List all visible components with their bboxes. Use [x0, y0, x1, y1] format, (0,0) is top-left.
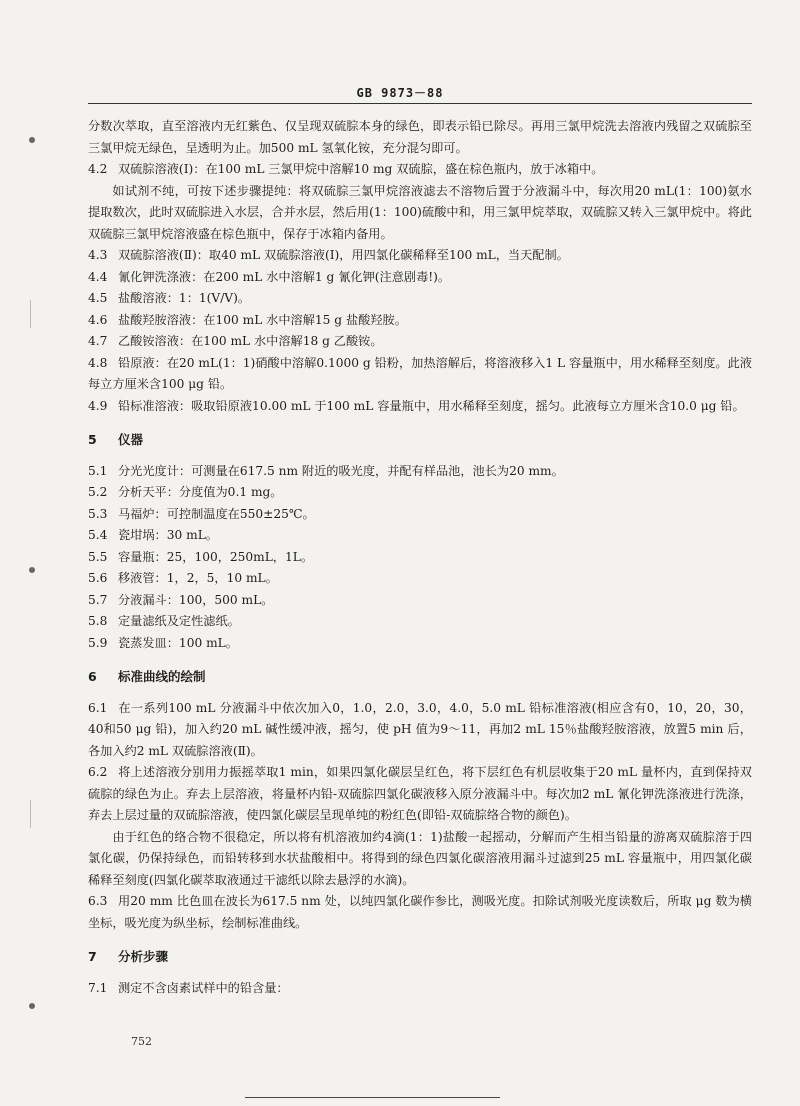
paragraph-text: 瓷坩埚：30 mL。	[118, 528, 218, 542]
clause-number: 5.6	[88, 571, 108, 585]
paragraph-text: 瓷蒸发皿：100 mL。	[118, 635, 238, 650]
section-heading	[88, 666, 752, 688]
clause-paragraph	[88, 568, 752, 590]
scan-edge-line	[30, 300, 31, 328]
scan-edge-line	[30, 800, 31, 828]
section-heading	[88, 946, 752, 968]
paragraph-text: 将上述溶液分别用力振摇萃取1 min，如果四氯化碳层呈红色，将下层红色有机层收集于20 mL 量杯内，直到保持双硫腙的绿色为止。弃去上层溶液，将量杯内铅-双硫腙四氯化碳液移入原分液漏斗中。每次加2 mL 氰化钾洗涤液进行洗涤，弃去上层过量的双硫腙溶液，使四氯化碳层呈现单纯的粉红色(即铅-双硫腙络合物的颜色)。	[88, 765, 752, 822]
clause-number: 5.8	[88, 614, 108, 628]
binding-hole-mark	[29, 137, 35, 143]
clause-number: 5.5	[88, 549, 108, 564]
paragraph-text: 盐酸羟胺溶液：在100 mL 水中溶解15 g 盐酸羟胺。	[118, 312, 407, 327]
footer-rule	[245, 1097, 500, 1098]
section-number: 5	[88, 432, 97, 447]
section-title: 分析步骤	[118, 949, 169, 964]
paragraph-text: 测定不含卤素试样中的铅含量：	[118, 980, 289, 995]
paragraph-text: 分数次萃取，直至溶液内无红紫色、仅呈现双硫腙本身的绿色，即表示铅已除尽。再用三氯甲烷洗去溶液内残留之双硫腙至三氯甲烷无绿色，呈透明为止。加500 mL 氢氧化铵，充分混匀即可。	[88, 119, 752, 155]
paragraph-text: 分液漏斗：100，500 mL。	[118, 592, 274, 607]
section-number: 7	[88, 949, 97, 964]
clause-paragraph	[88, 245, 752, 267]
clause-paragraph	[88, 590, 752, 612]
header-rule	[88, 103, 752, 104]
paragraph-text: 移液管：1，2，5，10 mL。	[118, 571, 278, 585]
clause-paragraph	[88, 159, 752, 181]
paragraph-text: 由于红色的络合物不很稳定，所以将有机溶液加约4滴(1：1)盐酸一起摇动，分解而产生相当铅量的游离双硫腙溶于四氯化碳，仍保持绿色，而铅转移到水状盐酸相中。将得到的绿色四氯化碳溶液用漏斗过滤到25 mL 容量瓶中，用四氯化碳稀释至刻度(四氯化碳萃取液通过干滤纸以除去悬浮的水滴)。	[88, 829, 752, 887]
clause-paragraph	[88, 288, 752, 310]
clause-number: 5.2	[88, 485, 108, 499]
clause-paragraph	[88, 267, 752, 289]
standard-header: GB 9873－88	[356, 86, 444, 100]
clause-paragraph	[88, 482, 752, 504]
clause-number: 6.1	[88, 700, 108, 715]
clause-paragraph	[88, 504, 752, 526]
clause-number: 7.1	[88, 980, 108, 995]
paragraph-text: 定量滤纸及定性滤纸。	[118, 614, 240, 628]
paragraph-text: 盐酸溶液：1：1(V/V)。	[118, 291, 251, 305]
clause-paragraph	[88, 698, 752, 763]
section-title: 标准曲线的绘制	[118, 669, 206, 684]
clause-number: 6.2	[88, 765, 108, 779]
clause-paragraph	[88, 331, 752, 353]
clause-paragraph	[88, 978, 752, 1000]
text-paragraph	[88, 116, 752, 159]
clause-number: 4.5	[88, 291, 108, 305]
paragraph-text: 双硫腙溶液(Ⅱ)：取40 mL 双硫腙溶液(Ⅰ)，用四氯化碳稀释至100 mL，当天配制。	[118, 248, 569, 262]
paragraph-text: 氰化钾洗涤液：在200 mL 水中溶解1 g 氰化钾(注意剧毒!)。	[118, 269, 451, 284]
page-number: 752	[131, 1035, 152, 1048]
paragraph-text: 分光光度计：可测量在617.5 nm 附近的吸光度，并配有样品池，池长为20 mm。	[118, 463, 564, 478]
clause-number: 4.4	[88, 269, 108, 284]
clause-number: 6.3	[88, 894, 108, 908]
paragraph-text: 容量瓶：25，100，250mL，1L。	[118, 549, 314, 564]
clause-number: 4.9	[88, 398, 108, 413]
paragraph-text: 双硫腙溶液(Ⅰ)：在100 mL 三氯甲烷中溶解10 mg 双硫腙，盛在棕色瓶内，放于冰箱中。	[118, 162, 604, 176]
paragraph-text: 马福炉：可控制温度在550±25℃。	[118, 506, 315, 521]
clause-paragraph	[88, 762, 752, 827]
text-paragraph	[88, 827, 752, 892]
paragraph-text: 乙酸铵溶液：在100 mL 水中溶解18 g 乙酸铵。	[118, 334, 383, 348]
clause-number: 4.3	[88, 248, 108, 262]
clause-paragraph	[88, 525, 752, 547]
clause-paragraph	[88, 310, 752, 332]
clause-number: 4.2	[88, 162, 108, 176]
clause-number: 4.7	[88, 334, 108, 348]
clause-number: 5.7	[88, 592, 108, 607]
clause-number: 5.4	[88, 528, 108, 542]
clause-paragraph	[88, 611, 752, 633]
paragraph-text: 分析天平：分度值为0.1 mg。	[118, 485, 283, 499]
clause-paragraph	[88, 461, 752, 483]
paragraph-text: 在一系列100 mL 分液漏斗中依次加入0，1.0，2.0，3.0，4.0，5.0 mL 铅标准溶液(相应含有0，10，20，30，40和50 μg 铅)，加入约20 mL 碱性缓冲液，摇匀，使 pH 值为9～11，再加2 mL 15％盐酸羟胺溶液，放置5 min 后，各加入约2 mL 双硫腙溶液(Ⅱ)。	[88, 700, 752, 758]
clause-number: 5.1	[88, 463, 108, 478]
binding-hole-mark	[29, 1003, 35, 1009]
paragraph-text: 如试剂不纯，可按下述步骤提纯：将双硫腙三氯甲烷溶液滤去不溶物后置于分液漏斗中，每次用20 mL(1：100)氨水提取数次，此时双硫腙进入水层，合并水层，然后用(1：100)硫酸中和，用三氯甲烷萃取，双硫腙又转入三氯甲烷中。将此双硫腙三氯甲烷溶液盛在棕色瓶中，保存于冰箱内备用。	[88, 183, 752, 241]
clause-number: 5.9	[88, 635, 108, 650]
section-heading	[88, 429, 752, 451]
clause-paragraph	[88, 396, 752, 418]
clause-paragraph	[88, 891, 752, 934]
document-body	[88, 116, 752, 999]
clause-paragraph	[88, 353, 752, 396]
clause-number: 5.3	[88, 506, 108, 521]
clause-number: 4.8	[88, 355, 108, 370]
paragraph-text: 铅原液：在20 mL(1：1)硝酸中溶解0.1000 g 铅粉，加热溶解后，将溶液移入1 L 容量瓶中，用水稀释至刻度。此液每立方厘米含100 μg 铅。	[88, 355, 752, 391]
section-title: 仪器	[118, 432, 144, 447]
paragraph-text: 用20 mm 比色皿在波长为617.5 nm 处，以纯四氯化碳作参比，测吸光度。扣除试剂吸光度读数后，所取 μg 数为横坐标，吸光度为纵坐标，绘制标准曲线。	[88, 894, 752, 930]
clause-paragraph	[88, 633, 752, 655]
clause-paragraph	[88, 547, 752, 569]
text-paragraph	[88, 181, 752, 246]
section-number: 6	[88, 669, 97, 684]
clause-number: 4.6	[88, 312, 108, 327]
paragraph-text: 铅标准溶液：吸取铅原液10.00 mL 于100 mL 容量瓶中，用水稀释至刻度，摇匀。此液每立方厘米含10.0 μg 铅。	[118, 398, 745, 413]
binding-hole-mark	[29, 567, 35, 573]
